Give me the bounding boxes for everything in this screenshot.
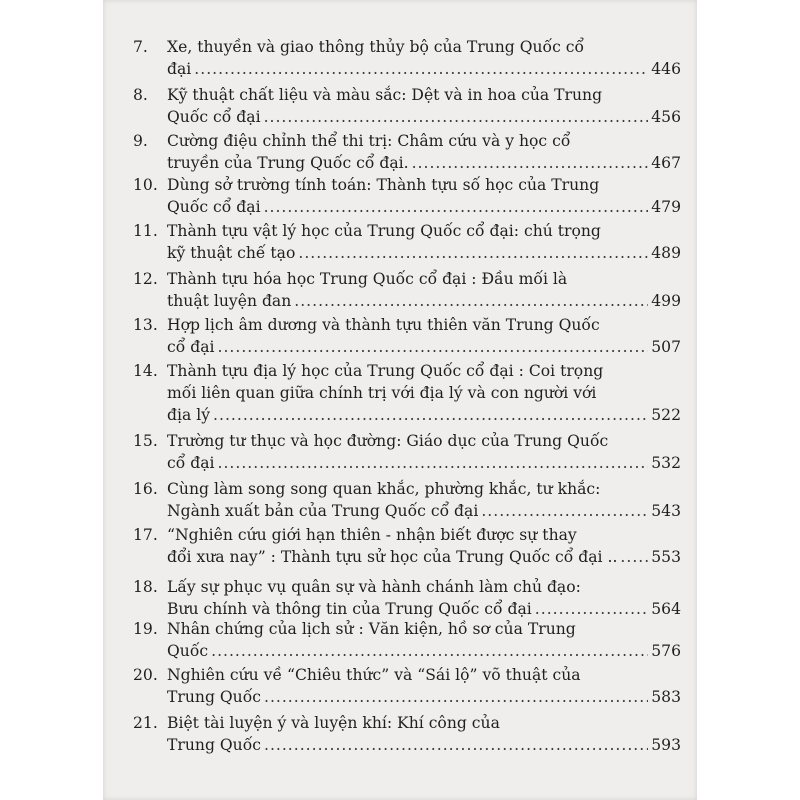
toc-entry-title-line: đổi xưa nay” : Thành tựu sử học của Trung Quốc cổ đại .. xyxy=(167,548,618,566)
toc-entry-number: 17. xyxy=(133,526,158,544)
dot-leader xyxy=(218,452,649,474)
toc-entry-title-line: thuật luyện đan xyxy=(167,292,292,310)
toc-entry-title-line: Quốc cổ đại xyxy=(167,108,261,126)
toc-entry-number: 9. xyxy=(133,132,148,150)
toc-entry-number: 12. xyxy=(133,270,158,288)
toc-entry-title-line: địa lý xyxy=(167,406,211,424)
toc-entry-number: 13. xyxy=(133,316,158,334)
toc-entry-title-line: Cùng làm song song quan khắc, phường khắc, tư khắc: xyxy=(167,480,601,498)
dot-leader xyxy=(264,106,649,128)
toc-entry-number: 11. xyxy=(133,222,158,240)
toc-entry xyxy=(133,524,681,568)
toc-entry-number: 20. xyxy=(133,666,158,684)
toc-entry-title-line: Thành tựu hóa học Trung Quốc cổ đại : Đầu mối là xyxy=(167,270,568,288)
toc-entry-page-number: 479 xyxy=(651,198,681,216)
toc-entry xyxy=(133,576,681,620)
toc-entry-title-line: Lấy sự phục vụ quân sự và hành chánh làm chủ đạo: xyxy=(167,578,581,596)
toc-entry-title-line: Ngành xuất bản của Trung Quốc cổ đại xyxy=(167,502,479,520)
toc-entry-title-line: Nhân chứng của lịch sử : Văn kiện, hồ sơ của Trung xyxy=(167,620,576,638)
toc-entry-number: 19. xyxy=(133,620,158,638)
toc-entry-title-line: truyền của Trung Quốc cổ đại. xyxy=(167,154,409,172)
toc-entry-title-line: Xe, thuyền và giao thông thủy bộ của Trung Quốc cổ xyxy=(167,38,585,56)
toc-entry-page-number: 583 xyxy=(651,688,681,706)
toc-entry-title-line: Biệt tài luyện ý và luyện khí: Khí công của xyxy=(167,714,500,732)
toc-entry-title-line: Thành tựu vật lý học của Trung Quốc cổ đại: chú trọng xyxy=(167,222,601,240)
toc-entry-page-number: 576 xyxy=(651,642,681,660)
toc-entry-title-line: cổ đại xyxy=(167,338,215,356)
toc-entry-page-number: 467 xyxy=(651,154,681,172)
dot-leader xyxy=(211,640,648,662)
toc-entry-title-line: “Nghiên cứu giới hạn thiên - nhận biết được sự thay xyxy=(167,526,577,544)
toc-entry-page-number: 553 xyxy=(651,548,681,566)
dot-leader xyxy=(535,598,648,620)
dot-leader xyxy=(298,242,648,264)
toc-entry-page-number: 446 xyxy=(651,60,681,78)
toc-entry xyxy=(133,268,681,312)
toc-entry-page-number: 593 xyxy=(651,736,681,754)
toc-entry xyxy=(133,712,681,756)
toc-entry-number: 10. xyxy=(133,176,158,194)
toc-entry-title-line: Nghiên cứu về “Chiêu thức” và “Sái lộ” võ thuật của xyxy=(167,666,581,684)
toc-entry-number: 21. xyxy=(133,714,158,732)
toc-entry-number: 7. xyxy=(133,38,148,56)
toc-entry-title-line: Cường điệu chỉnh thể thi trị: Châm cứu và y học cổ xyxy=(167,132,571,150)
toc-entry-page-number: 532 xyxy=(651,454,681,472)
dot-leader xyxy=(264,686,648,708)
toc-entry-title-line: Dùng sở trường tính toán: Thành tựu số học của Trung xyxy=(167,176,600,194)
toc-entry-page-number: 489 xyxy=(651,244,681,262)
toc-entry-title-line: Quốc cổ đại xyxy=(167,198,261,216)
dot-leader xyxy=(264,196,649,218)
toc-entry-title-line: Quốc xyxy=(167,642,209,660)
toc-entry xyxy=(133,360,681,426)
dot-leader xyxy=(218,336,649,358)
toc-entry-page-number: 522 xyxy=(651,406,681,424)
toc-entry-page-number: 499 xyxy=(651,292,681,310)
toc-entry xyxy=(133,84,681,128)
toc-entry xyxy=(133,36,681,80)
toc-entry-title-line: Hợp lịch âm dương và thành tựu thiên văn Trung Quốc xyxy=(167,316,600,334)
dot-leader xyxy=(481,500,648,522)
toc-entry-number: 16. xyxy=(133,480,158,498)
toc-entry-page-number: 564 xyxy=(651,600,681,618)
toc-entry-page-number: 543 xyxy=(651,502,681,520)
toc-entry-title-line: đại xyxy=(167,60,192,78)
toc-entry-title-line: Trung Quốc xyxy=(167,688,261,706)
toc-entry-title-line: cổ đại xyxy=(167,454,215,472)
toc-entry-title-line: kỹ thuật chế tạo xyxy=(167,244,296,262)
dot-leader xyxy=(620,546,648,568)
toc-entry xyxy=(133,130,681,174)
toc-entry xyxy=(133,618,681,662)
toc-entry-number: 14. xyxy=(133,362,158,380)
dot-leader xyxy=(412,152,649,174)
toc-entry-title-line: Kỹ thuật chất liệu và màu sắc: Dệt và in hoa của Trung xyxy=(167,86,603,104)
toc-entry-title-line: Bưu chính và thông tin của Trung Quốc cổ đại xyxy=(167,600,532,618)
toc-entry-page-number: 456 xyxy=(651,108,681,126)
toc-entry-number: 15. xyxy=(133,432,158,450)
toc-entry xyxy=(133,430,681,474)
toc-entry xyxy=(133,220,681,264)
toc-entry-number: 8. xyxy=(133,86,148,104)
toc-entry xyxy=(133,664,681,708)
dot-leader xyxy=(194,58,648,80)
toc-entry-page-number: 507 xyxy=(651,338,681,356)
toc-entry-title-line: mối liên quan giữa chính trị với địa lý và con người với xyxy=(167,384,597,402)
toc-entry xyxy=(133,174,681,218)
book-page xyxy=(103,0,697,800)
toc-entry-title-line: Thành tựu địa lý học của Trung Quốc cổ đại : Coi trọng xyxy=(167,362,604,380)
toc-entry xyxy=(133,314,681,358)
toc-entry-number: 18. xyxy=(133,578,158,596)
dot-leader xyxy=(264,734,648,756)
toc-entry-title-line: Trường tư thục và học đường: Giáo dục của Trung Quốc xyxy=(167,432,609,450)
dot-leader xyxy=(294,290,648,312)
toc-entry-title-line: Trung Quốc xyxy=(167,736,261,754)
dot-leader xyxy=(213,404,648,426)
toc-entry xyxy=(133,478,681,522)
